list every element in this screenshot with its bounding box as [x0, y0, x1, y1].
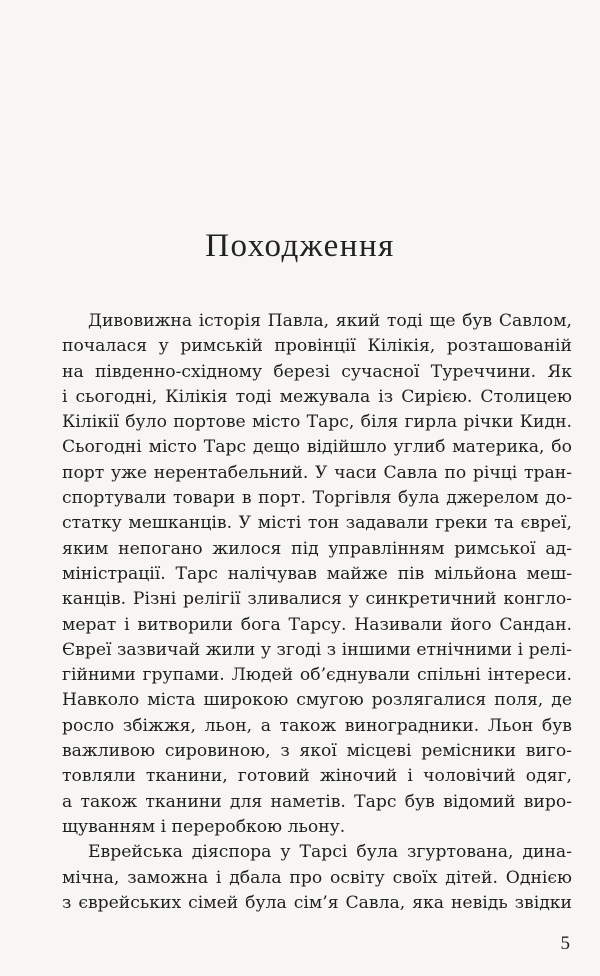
text-line: гійними групами. Людей об’єднували спільні інтереси.: [62, 665, 572, 686]
text-line: Кілікії було портове місто Тарс, біля гирла річки Кидн.: [62, 412, 572, 433]
text-line: щуванням і переробкою льону.: [62, 816, 346, 837]
text-line: росло збіжжя, льон, а також виноградники. Льон був: [62, 715, 572, 736]
text-line: Сьогодні місто Тарс дещо відійшло углиб материка, бо: [62, 437, 572, 458]
page-number: 5: [560, 933, 570, 954]
text-line: канців. Різні релігії зливалися у синкретичний конгло-: [62, 589, 572, 610]
text-line: спортували товари в порт. Торгівля була джерелом до-: [62, 488, 572, 509]
paragraph-2: [62, 840, 572, 916]
text-line: статку мешканців. У місті тон задавали греки та євреї,: [62, 513, 572, 534]
text-line: почалася у римській провінції Кілікія, розташованій: [62, 336, 572, 357]
text-line: яким непогано жилося під управлінням римської ад-: [62, 538, 572, 559]
body-text: [62, 309, 572, 916]
text-line: а також тканини для наметів. Тарс був відомий виро-: [62, 791, 572, 812]
text-line: важливою сировиною, з якої місцеві ремісники виго-: [62, 741, 572, 762]
text-line: порт уже нерентабельний. У часи Савла по річці тран-: [62, 462, 572, 483]
text-line: і сьогодні, Кілікія тоді межувала із Сирією. Столицею: [62, 386, 572, 407]
chapter-title: Походження: [205, 228, 395, 264]
text-line: з єврейських сімей була сім’я Савла, яка невідь звідки: [62, 892, 572, 913]
text-line: Навколо міста широкою смугою розлягалися поля, де: [62, 690, 572, 711]
text-line: мічна, заможна і дбала про освіту своїх дітей. Однією: [62, 867, 572, 888]
text-line: Еврейська діяспора у Тарсі була згуртована, дина-: [88, 842, 572, 863]
paragraph-1: [62, 309, 572, 840]
text-line: Дивовижна історія Павла, який тоді ще був Савлом,: [88, 311, 572, 331]
text-line: на південно-східному березі сучасної Туреччини. Як: [62, 361, 572, 382]
text-line: Євреї зазвичай жили у згоді з іншими етнічними і релі-: [62, 639, 572, 660]
text-line: товляли тканини, готовий жіночий і чоловічий одяг,: [62, 766, 572, 787]
text-line: мерат і витворили бога Тарсу. Називали його Сандан.: [62, 614, 572, 635]
text-line: міністрації. Тарс налічував майже пів мільйона меш-: [62, 563, 572, 584]
